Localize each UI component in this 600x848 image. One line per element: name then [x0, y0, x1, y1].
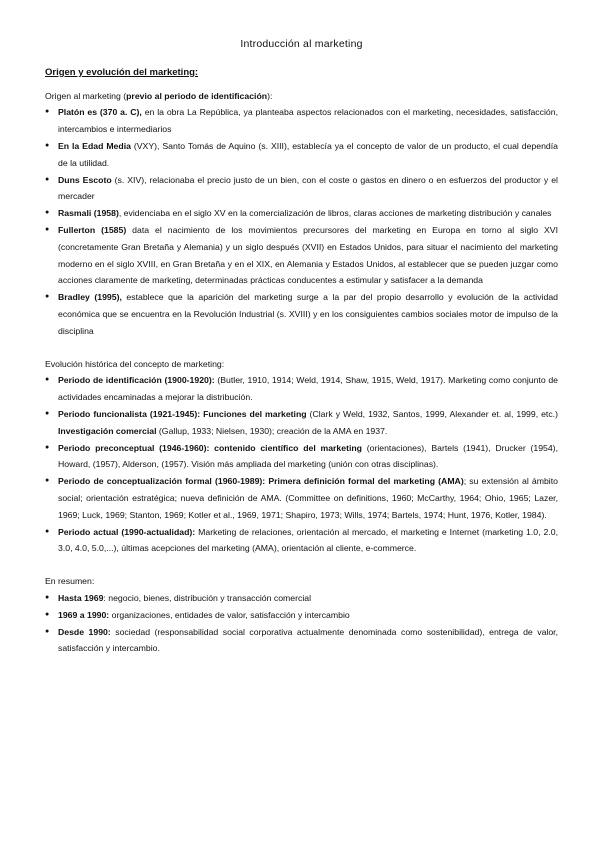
origin-intro: Origen al marketing (previo al periodo de identificación): — [45, 90, 273, 101]
list-item: ● Periodo preconceptual (1946-1960): contenido científico del marketing (orientaciones), Bartels (1941), Drucker (1954), Howard, (1957), Alderson, (1957). Visión más ampliada del marketing (unión con otras disciplinas). — [45, 440, 558, 474]
list-item: ● Bradley (1995), establece que la aparición del marketing surge a la par del propio desarrollo y evolución de la actividad económica que se encuentra en la Revolución Industrial (s. XVIII) y en los consiguientes cambios sociales motor de impulso de la disciplina — [45, 289, 558, 339]
list-item: ● Periodo actual (1990-actualidad): Marketing de relaciones, orientación al mercado, el marketing e Internet (marketing 1.0, 2.0, 3.0, 4.0, 5.0,...), últimas acepciones del marketing (AMA), orientación al cliente, e-commerce. — [45, 524, 558, 558]
list-item: ● Fullerton (1585) data el nacimiento de los movimientos precursores del marketing en Europa en torno al siglo XVI (concretamente Gran Bretaña y Alemania) y un siglo después (XVII) en Estados Unidos, para situar el nacimiento del marketing moderno en el siglo XVIII, en Gran Bretaña y en el XIX, en Alemania y Estados Unidos, al establecer que se pueden juzgar como acciones claramente de marketing, determinadas prácticas conducentes a estimular y satisfacer a la demanda — [45, 222, 558, 289]
list-item: ● Desde 1990: sociedad (responsabilidad social corporativa actualmente denominada como sostenibilidad), entrega de valor, satisfacción y intercambio. — [45, 624, 558, 658]
spacer — [45, 557, 558, 573]
list-item: ● Periodo de conceptualización formal (1960-1989): Primera definición formal del marketing (AMA); su extensión al ámbito social; orientación estratégica; nueva definición de AMA. (Committee on definitions, 1960; McCarthy, 1964; Ohio, 1965; Lazer, 1969; Luck, 1969; Stanton, 1969; Kotler et al., 1969, 1971; Shapiro, 1973; Wills, 1974; Bartels, 1974; Hunt, 1976, Kotler, 1984). — [45, 473, 558, 523]
list-item: ● Duns Escoto (s. XIV), relacionaba el precio justo de un bien, con el coste o gastos en dinero o en esfuerzos del productor y el mercader — [45, 172, 558, 206]
list-item: ● Platón es (370 a. C), en la obra La República, ya planteaba aspectos relacionados con el marketing, necesidades, satisfacción, intercambios e intermediarios — [45, 104, 558, 138]
list-item: ● Rasmali (1958), evidenciaba en el siglo XV en la comercialización de libros, claras acciones de marketing distribución y canales — [45, 205, 558, 222]
summary-list — [45, 590, 558, 657]
document-title: Introducción al marketing — [240, 38, 363, 50]
evolution-intro: Evolución histórica del concepto de marketing: — [45, 358, 225, 369]
list-item: ● Hasta 1969: negocio, bienes, distribución y transacción comercial — [45, 590, 558, 607]
spacer — [45, 340, 558, 356]
list-item: ● Periodo funcionalista (1921-1945): Funciones del marketing (Clark y Weld, 1932, Santos, 1999, Alexander et. al, 1999, etc.) Investigación comercial (Gallup, 1933; Nielsen, 1930); creación de la AMA en 1937. — [45, 406, 558, 440]
list-item: ● En la Edad Media (VXY), Santo Tomás de Aquino (s. XIII), establecía ya el concepto de valor de un producto, el cual dependía de la utilidad. — [45, 138, 558, 172]
list-item: ● Periodo de identificación (1900-1920): (Butler, 1910, 1914; Weld, 1914, Shaw, 1915, Weld, 1917). Marketing como conjunto de actividades encaminadas a mejorar la distribución. — [45, 372, 558, 406]
summary-intro: En resumen: — [45, 576, 95, 587]
evolution-list — [45, 372, 558, 557]
origin-list — [45, 104, 558, 339]
section-heading: Origen y evolución del marketing: — [45, 66, 199, 78]
list-item: ● 1969 a 1990: organizaciones, entidades de valor, satisfacción y intercambio — [45, 607, 558, 624]
